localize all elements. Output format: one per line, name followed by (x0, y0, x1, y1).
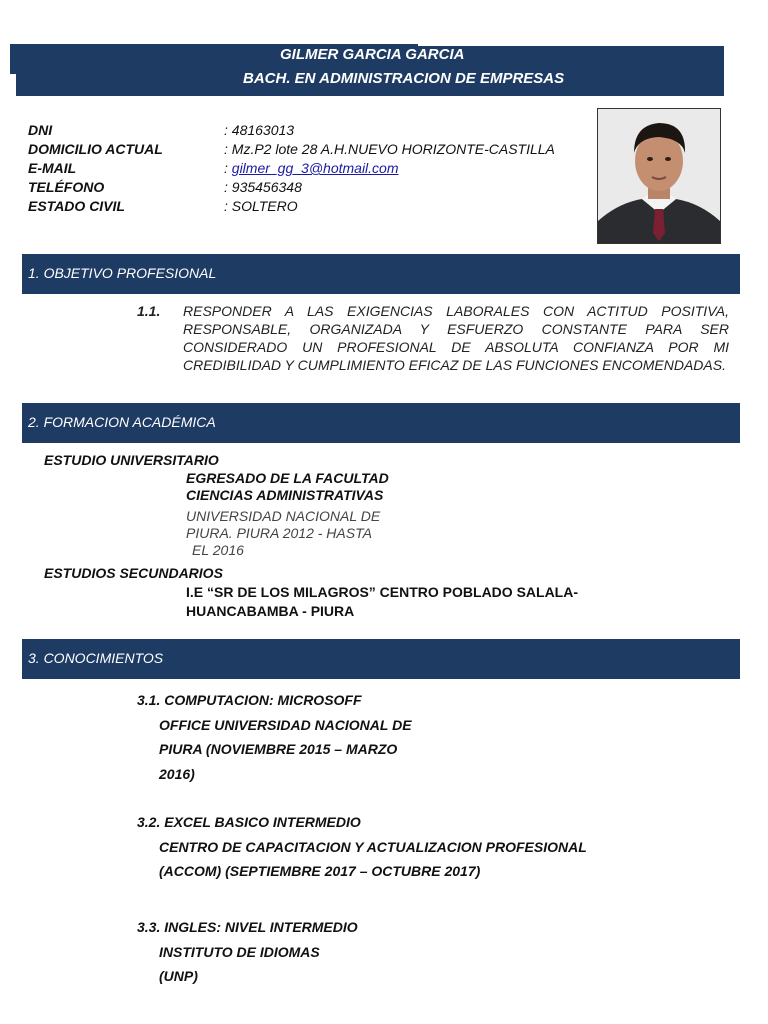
civil-status-value: : SOLTERO (224, 198, 298, 214)
conocimiento-item-2 (137, 810, 697, 884)
conocimiento-1-line-1: 3.1. COMPUTACION: MICROSOFF (137, 692, 362, 708)
conocimiento-item-3 (137, 915, 657, 989)
dni-label: DNI (28, 122, 53, 138)
universidad-line-3: EL 2016 (192, 542, 244, 558)
dni-value: : 48163013 (224, 122, 295, 138)
section-formacion-header (22, 403, 740, 443)
objetivo-paragraph (137, 302, 729, 374)
conocimiento-1-line-2: OFFICE UNIVERSIDAD NACIONAL DE (159, 716, 412, 733)
secundarios-line-1: I.E “SR DE LOS MILAGROS” CENTRO POBLADO SALALA- (186, 584, 579, 600)
civil-status-label: ESTADO CIVIL (28, 198, 125, 214)
address-value: : Mz.P2 lote 28 A.H.NUEVO HORIZONTE-CASTILLA (224, 141, 555, 157)
conocimiento-3-line-3: (UNP) (159, 968, 198, 984)
universitario-line-1: EGRESADO DE LA FACULTAD (186, 470, 389, 486)
conocimiento-2-line-3: (ACCOM) (SEPTIEMBRE 2017 – OCTUBRE 2017) (159, 863, 481, 879)
conocimiento-3-line-2: INSTITUTO DE IDIOMAS (159, 943, 320, 960)
universidad-line-2: PIURA. PIURA 2012 - HASTA (186, 525, 372, 541)
universitario-line-2: CIENCIAS ADMINISTRATIVAS (186, 487, 384, 503)
objetivo-text: RESPONDER A LAS EXIGENCIAS LABORALES CON ACTITUD POSITIVA, RESPONSABLE, ORGANIZADA Y ESFUERZO CONSTANTE PARA SER CONSIDERADO UN PROFESIONAL DE ABSOLUTA CONFIANZA POR MI CREDIBILIDAD Y CUMPLIMIENTO EFICAZ DE LAS FUNCIONES ENCOMENDADAS. (183, 303, 729, 373)
objetivo-number: 1.1. (137, 303, 161, 319)
phone-value: : 935456348 (224, 179, 302, 195)
phone-label: TELÉFONO (28, 179, 105, 195)
section-formacion-title: 2. FORMACION ACADÉMICA (28, 414, 216, 430)
address-label: DOMICILIO ACTUAL (28, 141, 163, 157)
conocimiento-item-1 (137, 688, 657, 786)
email-link[interactable]: gilmer_gg_3@hotmail.com (231, 160, 399, 176)
conocimiento-3-line-1: 3.3. INGLES: NIVEL INTERMEDIO (137, 919, 358, 935)
section-conocimientos-header (22, 639, 740, 679)
portrait-icon (598, 109, 720, 243)
secundarios-label: ESTUDIOS SECUNDARIOS (44, 565, 223, 581)
conocimiento-2-line-2: CENTRO DE CAPACITACION Y ACTUALIZACION PROFESIONAL (159, 838, 587, 855)
secundarios-line-2: HUANCABAMBA - PIURA (186, 603, 355, 619)
email-label: E-MAIL (28, 160, 77, 176)
section-conocimientos-title: 3. CONOCIMIENTOS (28, 650, 164, 666)
person-degree: BACH. EN ADMINISTRACION DE EMPRESAS (243, 70, 565, 87)
universidad-line-1: UNIVERSIDAD NACIONAL DE (186, 508, 381, 524)
section-objetivo-header (22, 254, 740, 294)
email-value (224, 160, 399, 176)
section-objetivo-title: 1. OBJETIVO PROFESIONAL (28, 265, 217, 281)
conocimiento-1-line-4: 2016) (159, 765, 195, 782)
conocimiento-1-line-3: PIURA (NOVIEMBRE 2015 – MARZO (159, 741, 398, 757)
person-name: GILMER GARCIA GARCIA (280, 46, 465, 63)
profile-photo (597, 108, 721, 244)
universitario-label: ESTUDIO UNIVERSITARIO (44, 452, 219, 468)
conocimiento-2-line-1: 3.2. EXCEL BASICO INTERMEDIO (137, 814, 361, 830)
email-prefix: : (224, 160, 232, 176)
